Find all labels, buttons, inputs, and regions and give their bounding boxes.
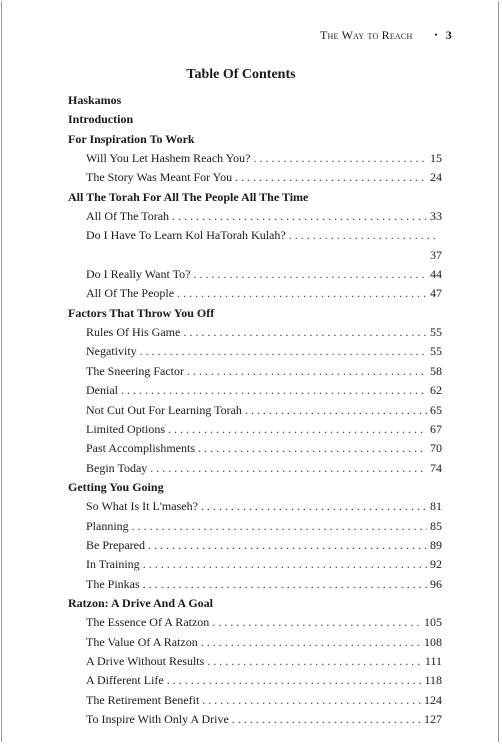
dot-leader: [177, 284, 427, 303]
dot-leader: [140, 342, 427, 361]
dot-leader: [148, 536, 427, 555]
toc-entry: [68, 401, 442, 420]
dot-leader: [235, 168, 427, 187]
dot-leader: [202, 691, 421, 710]
toc-entry-page: 55: [430, 325, 442, 340]
toc-entry-label: Do I Have To Learn Kol HaTorah Kulah?: [86, 228, 286, 243]
dot-leader: [198, 439, 427, 458]
toc-entry: [68, 555, 442, 574]
toc-entry-label: So What Is It L'maseh?: [86, 499, 198, 514]
page-number: 3: [445, 28, 452, 42]
dot-leader: [187, 362, 427, 381]
dot-leader: [201, 633, 421, 652]
toc-entry: [68, 265, 442, 284]
dot-leader: [143, 575, 427, 594]
toc-entry: [68, 323, 442, 342]
toc-entry-label: Not Cut Out For Learning Torah: [86, 402, 242, 417]
toc-entry-label: A Different Life: [86, 673, 164, 688]
toc-entry-label: Limited Options: [86, 421, 165, 436]
toc-entry: [68, 284, 442, 303]
dot-leader: [289, 226, 439, 245]
toc-entry-page: 65: [430, 402, 442, 417]
dot-leader: [183, 323, 427, 342]
toc-section-heading: For Inspiration To Work: [68, 131, 195, 146]
toc-entry: [68, 497, 442, 516]
toc-section-heading: Ratzon: A Drive And A Goal: [68, 595, 214, 610]
toc-entry-label: Will You Let Hashem Reach You?: [86, 151, 251, 166]
dot-leader: [132, 517, 427, 536]
toc-entry: [68, 633, 442, 652]
toc-entry-page: 15: [430, 151, 442, 166]
toc-entry-page: 74: [430, 460, 442, 475]
toc-title: Table Of Contents: [186, 67, 296, 82]
dot-leader: [245, 401, 427, 420]
toc-entry: [68, 439, 442, 458]
dot-leader: [150, 459, 427, 478]
toc-entry-page: 127: [424, 712, 442, 726]
toc-entry-label: All Of The Torah: [86, 209, 170, 224]
toc-entry-label: Denial: [86, 383, 118, 398]
toc-entry: [68, 362, 442, 381]
toc-section-heading: Factors That Throw You Off: [68, 305, 215, 320]
toc-entry: [68, 381, 442, 400]
dot-leader: [254, 149, 427, 168]
toc-entry-page: 58: [430, 363, 442, 378]
toc-entry-page: 85: [430, 518, 442, 533]
toc-entry-label: The Sneering Factor: [86, 363, 184, 378]
toc-entry-label: Begin Today: [86, 460, 148, 475]
toc-entry-page: 47: [430, 286, 442, 301]
toc-entry-label: Negativity: [86, 344, 137, 359]
toc-entry: [68, 710, 442, 729]
toc-entry-page: 108: [424, 634, 442, 649]
dot-leader: [207, 652, 422, 671]
toc-entry-page: 96: [430, 576, 442, 591]
toc-entry: [68, 517, 442, 536]
toc-entry-label: The Value Of A Ratzon: [86, 634, 198, 649]
toc-entry: [68, 575, 442, 594]
dot-leader: [201, 497, 427, 516]
toc-entry: [68, 420, 442, 439]
running-head-title: The Way to Reach: [320, 28, 413, 42]
toc-entry: [68, 459, 442, 478]
toc-entry: [68, 168, 442, 187]
toc-entry: [68, 149, 442, 168]
toc-entry: [68, 652, 442, 671]
toc-entry-page: 92: [430, 557, 442, 572]
toc-entry-page: 118: [424, 673, 442, 688]
book-page: [1, 1, 499, 742]
toc-entry: [68, 207, 442, 226]
toc-entry-label: In Training: [86, 557, 140, 572]
toc-entry: [68, 342, 442, 361]
toc-entry-page: 62: [430, 383, 442, 398]
toc-entry: [68, 691, 442, 710]
toc-entry-page: 89: [430, 537, 442, 552]
toc-entry-page: 124: [424, 692, 442, 707]
toc-entry-label: The Pinkas: [86, 576, 140, 591]
toc-section-heading: Introduction: [68, 112, 134, 127]
dot-leader: [232, 710, 421, 729]
toc-entry-label: The Retirement Benefit: [86, 692, 200, 707]
toc-entry-label: Rules Of His Game: [86, 325, 181, 340]
bullet-separator: •: [434, 30, 438, 40]
dot-leader: [168, 420, 427, 439]
toc-entry-label: Do I Really Want To?: [86, 267, 191, 282]
toc-entry-label: The Essence Of A Ratzon: [86, 615, 210, 630]
toc-entry-label: All Of The People: [86, 286, 175, 301]
toc-entry-page: 81: [430, 499, 442, 514]
dot-leader: [212, 613, 421, 632]
toc-entry-label: Be Prepared: [86, 537, 145, 552]
toc-entry-page: 37: [430, 247, 442, 262]
toc-entry: [68, 536, 442, 555]
toc-entry-page: 70: [430, 441, 442, 456]
dot-leader: [121, 381, 427, 400]
toc-entry: [68, 226, 442, 265]
toc-entry-page: 67: [430, 421, 442, 436]
table-of-contents: [68, 91, 442, 729]
running-head: [320, 28, 452, 43]
toc-entry-page: 105: [424, 615, 442, 630]
toc-section-heading: Haskamos: [68, 93, 122, 107]
toc-entry-page: 33: [430, 209, 442, 224]
toc-entry-label: Planning: [86, 518, 129, 533]
toc-entry-page: 44: [430, 267, 442, 282]
dot-leader: [193, 265, 427, 284]
dot-leader: [172, 207, 427, 226]
dot-leader: [167, 671, 422, 690]
toc-entry-label: The Story Was Meant For You: [86, 170, 233, 185]
dot-leader: [143, 555, 427, 574]
toc-entry-page: 24: [430, 170, 442, 185]
toc-entry-label: To Inspire With Only A Drive: [86, 712, 229, 726]
toc-entry-page: 111: [424, 653, 442, 668]
toc-entry-label: A Drive Without Results: [86, 653, 205, 668]
toc-entry-page: 55: [430, 344, 442, 359]
toc-entry: [68, 671, 442, 690]
toc-entry-label: Past Accomplishments: [86, 441, 195, 456]
toc-section-heading: All The Torah For All The People All The Time: [68, 189, 309, 204]
toc-section-heading: Getting You Going: [68, 479, 164, 494]
toc-entry: [68, 613, 442, 632]
